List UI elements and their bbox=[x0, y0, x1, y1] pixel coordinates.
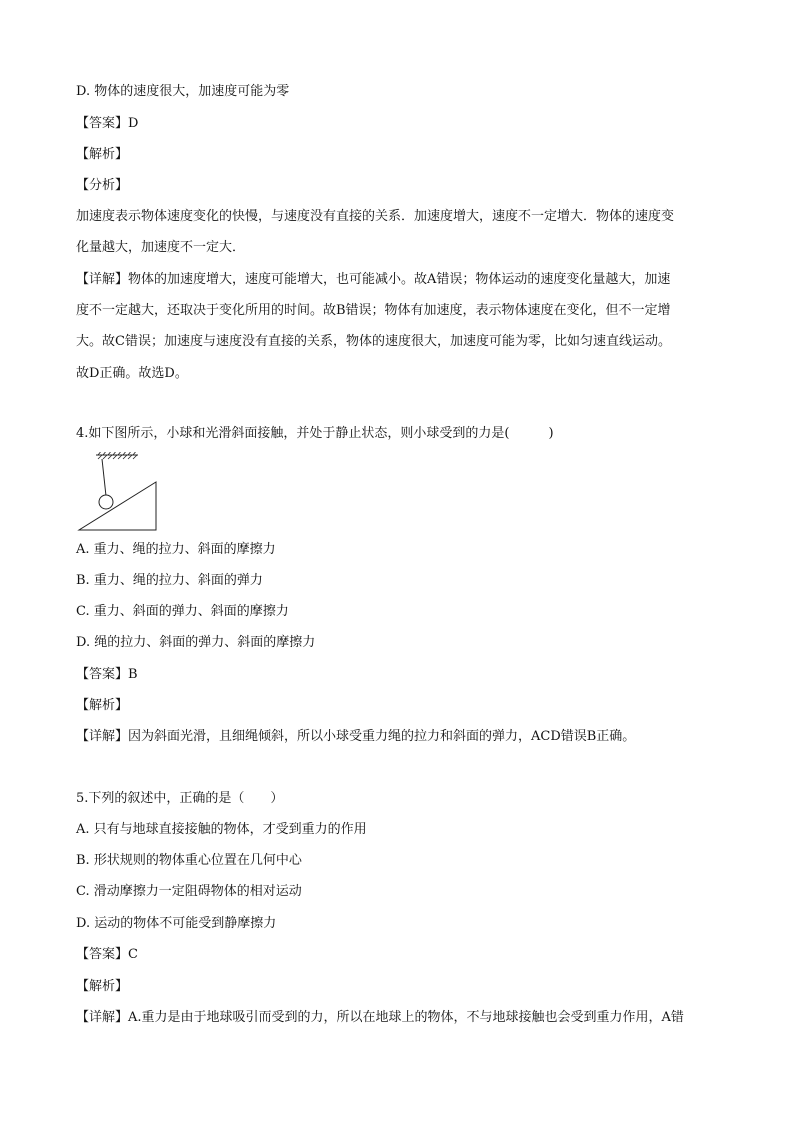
q3-option-d: D. 物体的速度很大，加速度可能为零 bbox=[76, 84, 290, 99]
q4-option-b: B. 重力、绳的拉力、斜面的弹力 bbox=[76, 573, 263, 588]
q3-jiexi-heading: 【解析】 bbox=[76, 147, 129, 162]
q3-detail-line-2: 度不一定越大，还取决于变化所用的时间。故B错误；物体有加速度，表示物体速度在变化，但不一定增 bbox=[76, 303, 671, 318]
q3-detail-line-4: 故D正确。故选D。 bbox=[76, 366, 188, 381]
q5-option-d: D. 运动的物体不可能受到静摩擦力 bbox=[76, 916, 277, 931]
q4-detail: 【详解】因为斜面光滑，且细绳倾斜，所以小球受重力绳的拉力和斜面的弹力，ACD错误B正确。 bbox=[76, 729, 636, 744]
ball bbox=[99, 495, 113, 509]
q4-stem: 4.如下图所示，小球和光滑斜面接触，并处于静止状态，则小球受到的力是( ) bbox=[76, 426, 554, 441]
q4-answer: 【答案】B bbox=[76, 667, 138, 682]
q3-analysis-line-2: 化量越大，加速度不一定大． bbox=[76, 240, 246, 255]
rope bbox=[102, 459, 106, 496]
q3-detail-line-1: 【详解】物体的加速度增大，速度可能增大，也可能减小。故A错误；物体运动的速度变化量越大，加速 bbox=[76, 272, 671, 287]
q5-option-c: C. 滑动摩擦力一定阻碍物体的相对运动 bbox=[76, 884, 302, 899]
q3-detail-line-3: 大。故C错误；加速度与速度没有直接的关系，物体的速度很大，加速度可能为零，比如匀速直线运动。 bbox=[76, 334, 671, 349]
q4-jiexi-heading: 【解析】 bbox=[76, 698, 129, 713]
q3-analysis-line-1: 加速度表示物体速度变化的快慢，与速度没有直接的关系．加速度增大，速度不一定增大．物体的速度变 bbox=[76, 209, 675, 224]
q3-fenxi-heading: 【分析】 bbox=[76, 178, 129, 193]
q5-jiexi-heading: 【解析】 bbox=[76, 979, 129, 994]
incline bbox=[79, 482, 156, 530]
q4-option-d: D. 绳的拉力、斜面的弹力、斜面的摩擦力 bbox=[76, 635, 316, 650]
q4-option-c: C. 重力、斜面的弹力、斜面的摩擦力 bbox=[76, 604, 289, 619]
q5-stem: 5.下列的叙述中，正确的是（ ） bbox=[76, 791, 284, 806]
q5-option-b: B. 形状规则的物体重心位置在几何中心 bbox=[76, 853, 302, 868]
incline-ball-diagram bbox=[76, 452, 166, 534]
incline-ball-figure bbox=[76, 452, 166, 538]
q5-option-a: A. 只有与地球直接接触的物体，才受到重力的作用 bbox=[76, 822, 367, 837]
q5-answer: 【答案】C bbox=[76, 947, 138, 962]
q5-detail: 【详解】A.重力是由于地球吸引而受到的力，所以在地球上的物体，不与地球接触也会受到重力作用，A错 bbox=[76, 1010, 684, 1025]
q4-option-a: A. 重力、绳的拉力、斜面的摩擦力 bbox=[76, 542, 276, 557]
q3-answer: 【答案】D bbox=[76, 116, 139, 131]
